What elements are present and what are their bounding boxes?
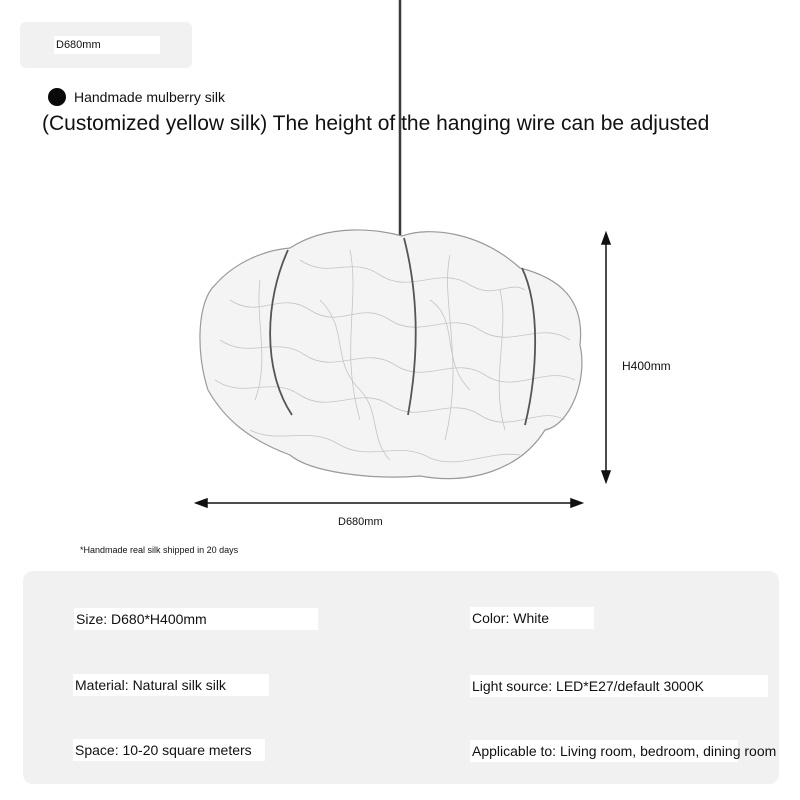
arrow-horizontal-icon [196,499,582,507]
spec-color: Color: White [470,607,594,629]
spec-space: Space: 10-20 square meters [73,739,265,761]
spec-light-source: Light source: LED*E27/default 3000K [470,675,768,697]
diameter-dimension-label: D680mm [338,516,383,528]
spec-size: Size: D680*H400mm [74,608,318,630]
bullet-label: Handmade mulberry silk [74,89,225,105]
shipping-note: *Handmade real silk shipped in 20 days [80,545,239,555]
size-tag-label: D680mm [54,36,160,54]
arrow-vertical-icon [602,233,610,482]
height-dimension-label: H400mm [622,359,671,373]
headline: (Customized yellow silk) The height of the hanging wire can be adjusted [42,112,710,135]
spec-material: Material: Natural silk silk [73,674,269,696]
lamp-shade [200,230,582,479]
spec-applicable: Applicable to: Living room, bedroom, dining room [470,740,738,762]
